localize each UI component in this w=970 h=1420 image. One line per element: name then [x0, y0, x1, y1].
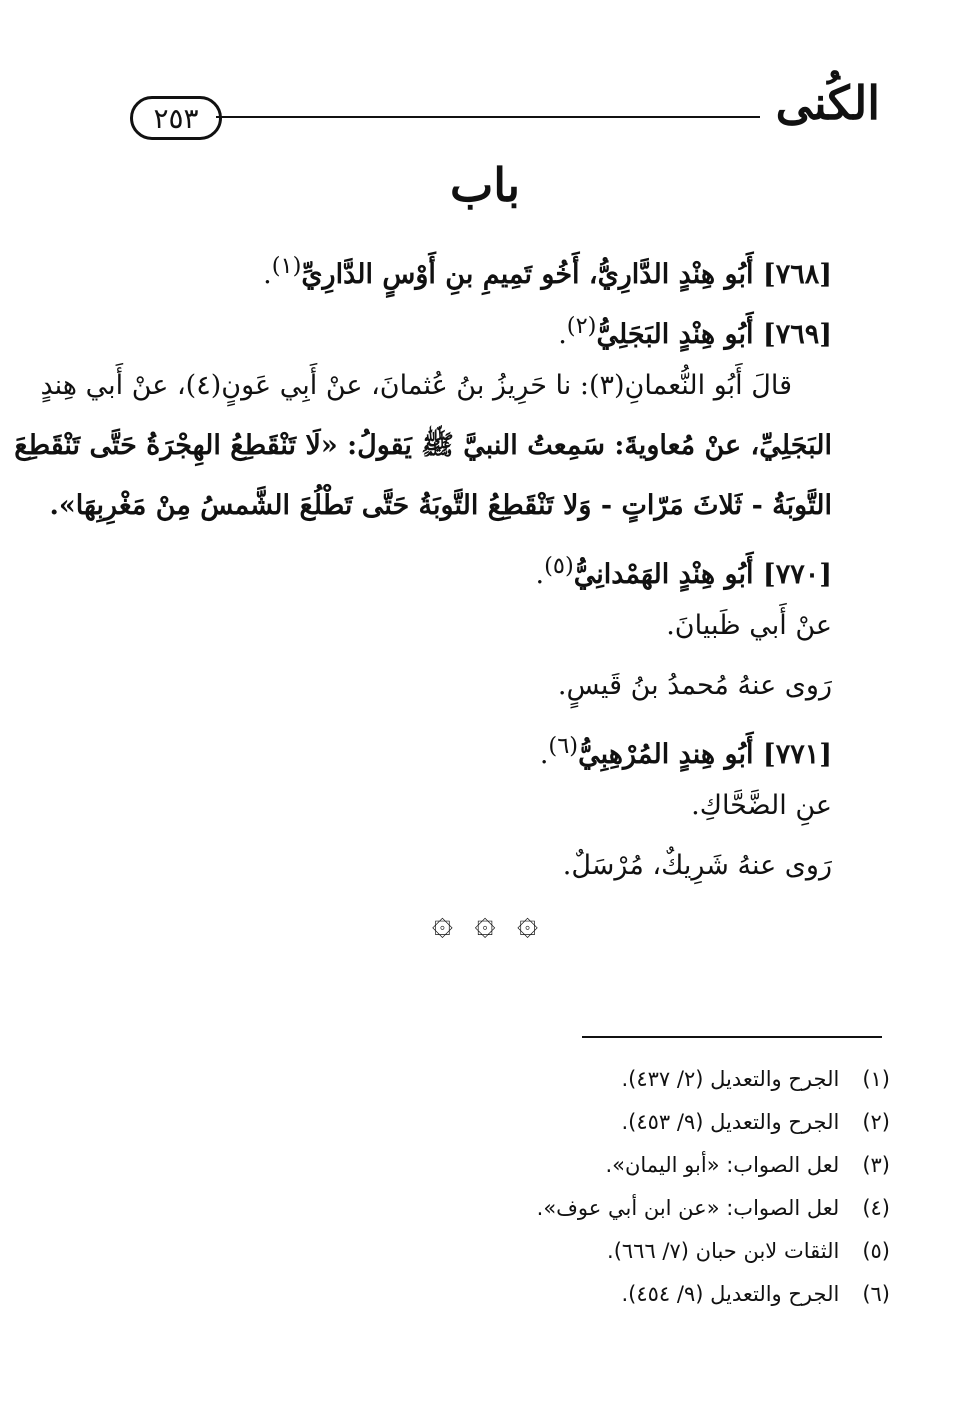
entry-770-heading: [٧٧٠] أَبُو هِنْدٍ الهَمْدانِيُّ: [573, 559, 832, 590]
footnote-text: الثقات لابن حبان (٧/ ٦٦٦).: [607, 1239, 840, 1263]
book-title: الكُنى: [775, 76, 880, 130]
entry-771-narrator: رَوى عنهُ شَرِيكٌ، مُرْسَلٌ.: [562, 850, 832, 881]
entry-770-from: عنْ أَبي ظَبيانَ.: [666, 610, 832, 641]
footnote-text: لعل الصواب: «أبو اليمان».: [605, 1153, 840, 1177]
footnote-text: الجرح والتعديل (٢/ ٤٣٧).: [621, 1067, 840, 1091]
chapter-title: باب: [449, 158, 521, 212]
entry-769-heading: [٧٦٩] أَبُو هِنْدٍ البَجَلِيُّ: [596, 319, 832, 350]
footnote-ref-6: (٦): [548, 733, 579, 759]
page-number: ٢٥٣: [130, 96, 222, 140]
section-divider: [0, 902, 970, 943]
ornament-icon: ۞: [517, 902, 539, 943]
footnotes: [420, 1058, 890, 1316]
footnote-item: [420, 1144, 890, 1187]
footnote-ref-2: (٢): [566, 313, 597, 339]
entry-768-heading: [٧٦٨] أَبُو هِنْدٍ الدَّارِيُّ، أَخُو تَمِيمِ بنِ أَوْسٍ الدَّارِيِّ: [301, 259, 832, 290]
paragraph-line-3: التَّوبَةُ - ثَلاثَ مَرّاتٍ - وَلا تَنْقَطِعُ التَّوبَةُ حَتَّى تَطْلُعَ الشَّمسُ مِنْ مَغْرِبِهَا».: [49, 490, 832, 521]
footnote-ref-5: (٥): [544, 553, 574, 579]
entry-768: [٧٦٨] أَبُو هِنْدٍ الدَّارِيُّ، أَخُو تَمِيمِ بنِ أَوْسٍ الدَّارِيِّ$^{(١)}$.: [263, 253, 832, 290]
paragraph-line-2: البَجَلِيِّ، عنْ مُعاويةَ: سَمِعتُ النبيَّ ﷺ يَقولُ: «لَا تَنْقَطِعُ الهِجْرَةُ حَتَّى تَنْقَطِعَ: [14, 430, 832, 461]
footnote-number: (٣): [862, 1153, 890, 1177]
footnote-item: [420, 1187, 890, 1230]
entry-770: [٧٧٠] أَبُو هِنْدٍ الهَمْدانِيُّ$^{(٥)}$.: [535, 553, 832, 590]
paragraph-line-1: قالَ أَبُو النُّعمانِ(٣): نا حَرِيزُ بنُ عُثمانَ، عنْ أَبِي عَونٍ(٤)، عنْ أَبي هِندٍ: [40, 370, 792, 401]
footnote-number: (٤): [862, 1196, 890, 1220]
footnote-item: [420, 1101, 890, 1144]
footnote-number: (٢): [862, 1110, 890, 1134]
entry-771-from: عنِ الضَّحَّاكِ.: [691, 790, 832, 821]
footnote-text: الجرح والتعديل (٩/ ٤٥٤).: [621, 1282, 840, 1306]
main-text: [14, 236, 832, 896]
ornament-icon: ۞: [474, 902, 496, 943]
page-header: [120, 78, 880, 138]
footnote-number: (٦): [862, 1282, 890, 1306]
footnote-text: الجرح والتعديل (٩/ ٤٥٣).: [621, 1110, 840, 1134]
footnote-text: لعل الصواب: «عن ابن أبي عوف».: [536, 1196, 840, 1220]
header-rule: [216, 116, 760, 118]
footnote-rule: [582, 1036, 882, 1038]
entry-770-narrator: رَوى عنهُ مُحمدُ بنُ قَيسٍ.: [557, 670, 832, 701]
ornament-icon: ۞: [431, 902, 453, 943]
footnote-item: [420, 1273, 890, 1316]
footnote-item: [420, 1230, 890, 1273]
footnote-item: [420, 1058, 890, 1101]
entry-769: [٧٦٩] أَبُو هِنْدٍ البَجَلِيُّ$^{(٢)}$.: [558, 313, 832, 350]
footnote-ref-1: (١): [271, 253, 302, 279]
footnote-number: (٥): [862, 1239, 890, 1263]
footnote-number: (١): [862, 1067, 890, 1091]
entry-771-heading: [٧٧١] أَبُو هِندٍ المُرْهِبِيُّ: [578, 739, 832, 770]
entry-771: [٧٧١] أَبُو هِندٍ المُرْهِبِيُّ$^{(٦)}$.: [539, 733, 832, 770]
